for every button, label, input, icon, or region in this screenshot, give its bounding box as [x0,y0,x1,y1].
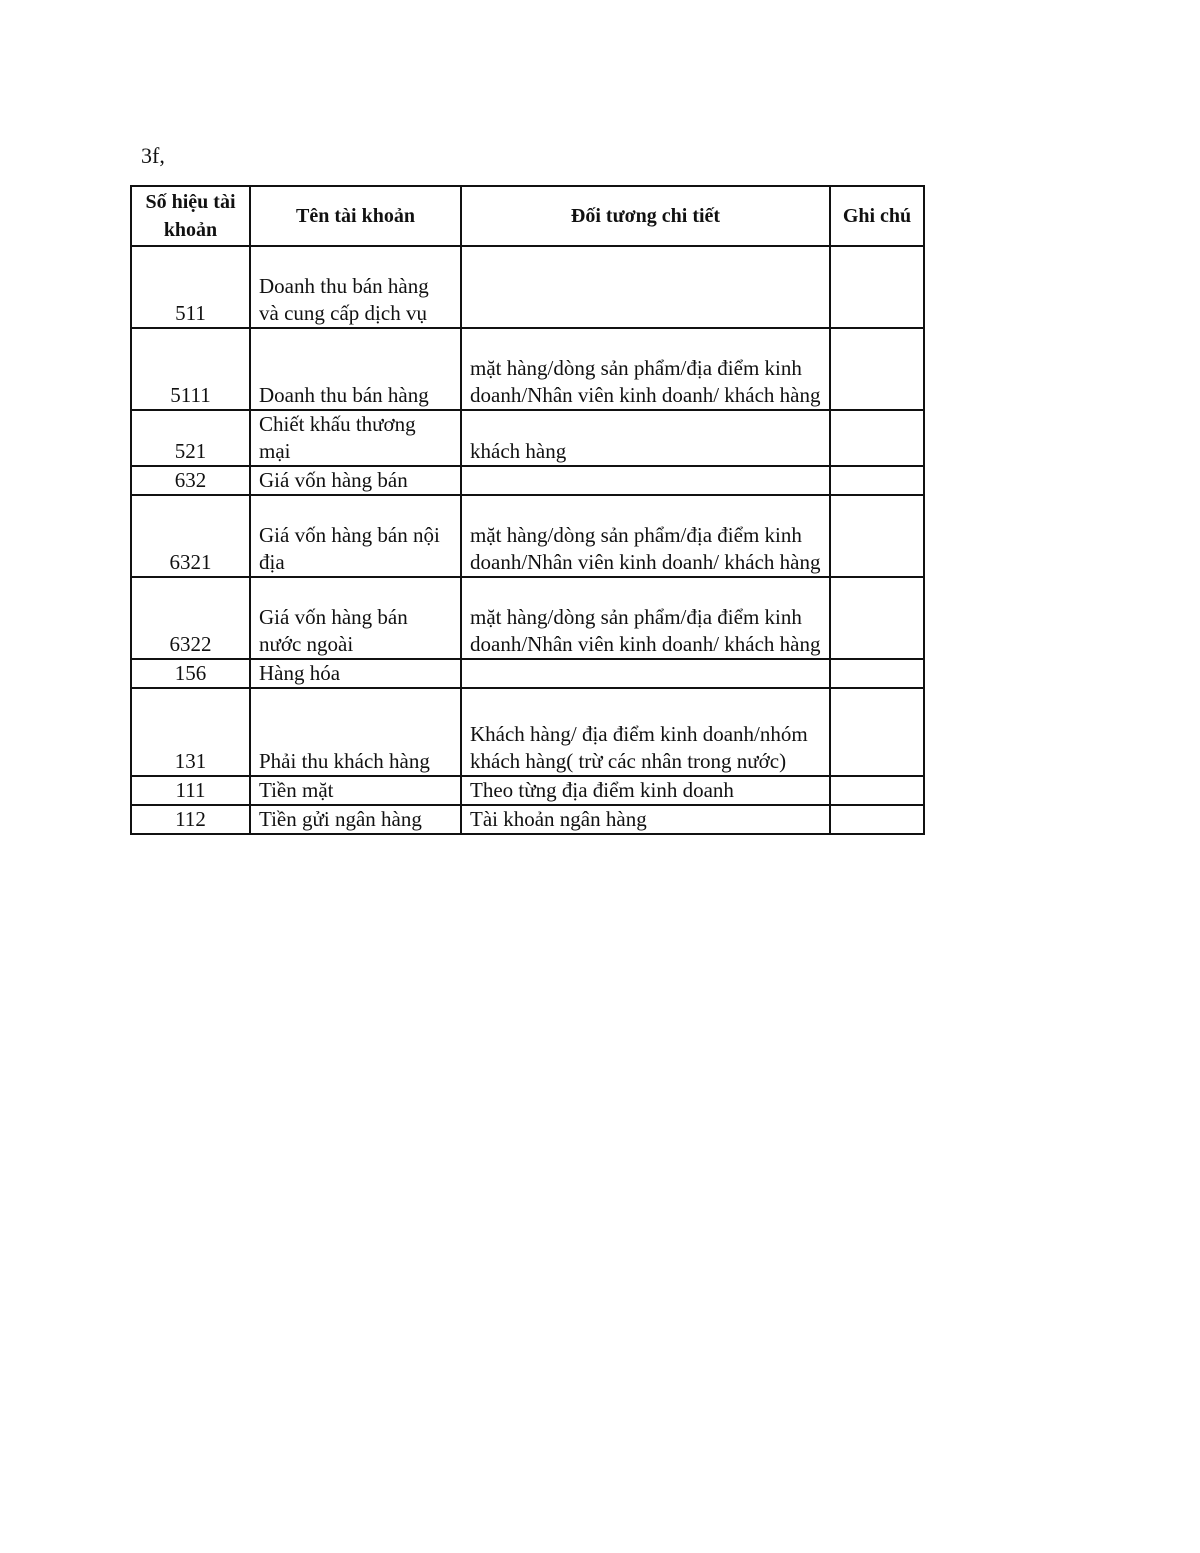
account-code-cell: 111 [131,776,250,805]
table-row [131,688,924,776]
note-cell [830,466,924,495]
account-code-cell: 6321 [131,495,250,577]
detail-object-cell: Theo từng địa điểm kinh doanh [461,776,830,805]
detail-object-cell [461,466,830,495]
note-cell [830,688,924,776]
account-code-cell: 112 [131,805,250,834]
detail-object-cell: mặt hàng/dòng sản phẩm/địa điểm kinh doanh/Nhân viên kinh doanh/ khách hàng [461,328,830,410]
table-row [131,328,924,410]
detail-object-cell [461,246,830,328]
account-name-cell: Giá vốn hàng bán nước ngoài [250,577,461,659]
detail-object-cell: Khách hàng/ địa điểm kinh doanh/nhóm khách hàng( trừ các nhân trong nước) [461,688,830,776]
account-code-cell: 5111 [131,328,250,410]
account-name-cell: Tiền mặt [250,776,461,805]
table-row [131,246,924,328]
account-code-cell: 131 [131,688,250,776]
account-code-cell: 632 [131,466,250,495]
table-row [131,495,924,577]
account-name-cell: Chiết khấu thương mại [250,410,461,466]
detail-object-cell: khách hàng [461,410,830,466]
account-code-cell: 6322 [131,577,250,659]
table-row [131,659,924,688]
account-name-cell: Giá vốn hàng bán nội địa [250,495,461,577]
note-cell [830,410,924,466]
header-note: Ghi chú [830,186,924,246]
account-code-cell: 156 [131,659,250,688]
header-account-code: Số hiệu tài khoản [131,186,250,246]
note-cell [830,495,924,577]
account-name-cell: Tiền gửi ngân hàng [250,805,461,834]
table-row [131,805,924,834]
note-cell [830,328,924,410]
table-row [131,577,924,659]
detail-object-cell [461,659,830,688]
table-row [131,466,924,495]
account-code-cell: 521 [131,410,250,466]
note-cell [830,805,924,834]
account-name-cell: Phải thu khách hàng [250,688,461,776]
account-table [130,185,925,835]
detail-object-cell: Tài khoản ngân hàng [461,805,830,834]
header-detail-object: Đối tương chi tiết [461,186,830,246]
account-name-cell: Giá vốn hàng bán [250,466,461,495]
note-cell [830,577,924,659]
note-cell [830,776,924,805]
note-cell [830,246,924,328]
table-row [131,410,924,466]
account-name-cell: Doanh thu bán hàng [250,328,461,410]
detail-object-cell: mặt hàng/dòng sản phẩm/địa điểm kinh doanh/Nhân viên kinh doanh/ khách hàng [461,495,830,577]
account-name-cell: Hàng hóa [250,659,461,688]
account-code-cell: 511 [131,246,250,328]
section-label: 3f, [141,143,165,168]
detail-object-cell: mặt hàng/dòng sản phẩm/địa điểm kinh doanh/Nhân viên kinh doanh/ khách hàng [461,577,830,659]
table-row [131,776,924,805]
note-cell [830,659,924,688]
table-header-row [131,186,924,246]
header-account-name: Tên tài khoản [250,186,461,246]
account-name-cell: Doanh thu bán hàng và cung cấp dịch vụ [250,246,461,328]
